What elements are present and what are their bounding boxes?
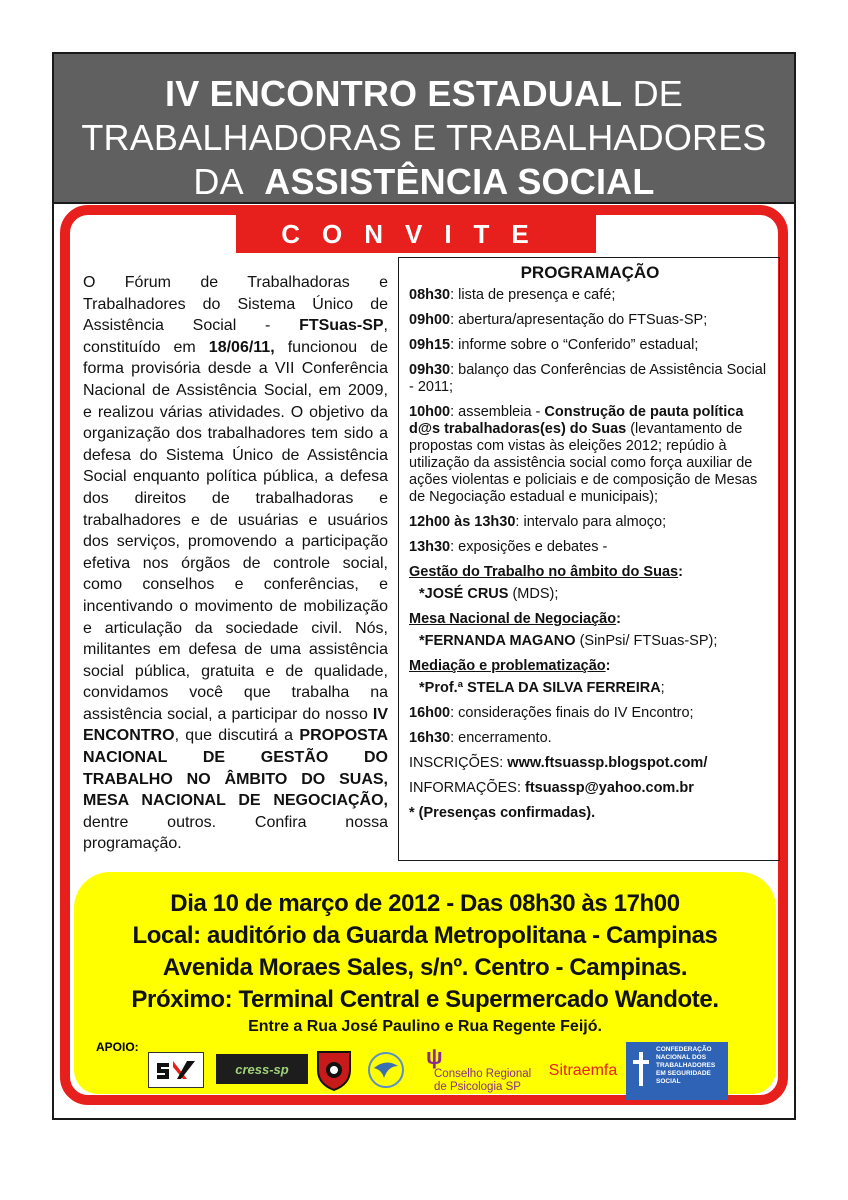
prog-item: 16h30: encerramento. xyxy=(409,730,552,746)
event-date: Dia 10 de março de 2012 - Das 08h30 às 17h00 xyxy=(170,890,680,917)
prog-item: 12h00 às 13h30: intervalo para almoço; xyxy=(409,514,667,530)
event-nearby: Próximo: Terminal Central e Supermercado Wandote. xyxy=(131,986,719,1013)
prog-item: 09h30: balanço das Conferências de Assistência Social - 2011; xyxy=(409,362,767,395)
presencas-note: * (Presenças confirmadas). xyxy=(409,805,596,821)
cress-sp-logo-icon: cress-sp xyxy=(216,1054,308,1084)
prog-speaker: *Prof.ª STELA DA SILVA FERREIRA; xyxy=(419,680,665,696)
prog-item: 16h00: considerações finais do IV Encontro; xyxy=(409,705,694,721)
informacoes-email[interactable]: ftsuassp@yahoo.com.br xyxy=(525,780,694,796)
event-address: Avenida Moraes Sales, s/nº. Centro - Campinas. xyxy=(162,954,688,981)
programacao-title: PROGRAMAÇÃO xyxy=(520,263,660,282)
prog-item: 09h15: informe sobre o “Conferido” estadual; xyxy=(409,337,699,353)
header-banner xyxy=(54,54,794,204)
prog-item: 09h00: abertura/apresentação do FTSuas-SP; xyxy=(409,312,708,328)
prog-section-title: Mediação e problematização: xyxy=(409,658,611,674)
convite-banner: CONVITE xyxy=(236,215,596,253)
prog-speaker: *FERNANDA MAGANO (SinPsi/ FTSuas-SP); xyxy=(419,633,718,649)
prog-section-title: Gestão do Trabalho no âmbito do Suas: xyxy=(409,564,683,580)
header-line-2: TRABALHADORAS E TRABALHADORES xyxy=(81,117,767,158)
event-location: Local: auditório da Guarda Metropolitana - Campinas xyxy=(132,922,718,949)
supporters-logos xyxy=(144,1042,774,1100)
inscricoes-line: INSCRIÇÕES: www.ftsuassp.blogspot.com/ xyxy=(409,755,708,771)
bird-logo-icon xyxy=(366,1048,406,1092)
intro-text: O Fórum de Trabalhadoras e Trabalhadores do Sistema Único de Assistência Social - FTSuas-SP, constituído em 18/06/11, funcionou de forma provisória desde a VII Conferência Nacional de Assistência Social, em 2009, e realizou várias atividades. O objetivo da organização dos trabalhadores tem sido a defesa do Sistema Único de Assistência Social enquanto política pública, a defesa dos direitos de trabalhadoras e trabalhadores e de usuárias e usuários dos serviços, promovendo a participação efetiva nos órgãos de controle social, como conselhos e conferências, e incentivando o movimento de mobilização e articulação da sociedade civil. Nós, militantes em defesa de uma assistência social pública, gratuita e de qualidade, convidamos você que trabalha na assistência social, a participar do nosso IV ENCONTRO, que discutirá a PROPOSTA NACIONAL DE GESTÃO DO TRABALHO NO ÂMBITO DO SUAS, MESA NACIONAL DE NEGOCIAÇÃO, dentre outros. Confira nossa programação. xyxy=(83,274,389,853)
prog-item: 08h30: lista de presença e café; xyxy=(409,287,616,303)
event-streets: Entre a Rua José Paulino e Rua Regente Feijó. xyxy=(248,1018,602,1035)
prog-item: 13h30: exposições e debates - xyxy=(409,539,608,555)
header-line-3: DA ASSISTÊNCIA SOCIAL xyxy=(193,161,655,202)
inscricoes-link[interactable]: www.ftsuassp.blogspot.com/ xyxy=(507,755,708,771)
prog-speaker: *JOSÉ CRUS (MDS); xyxy=(419,586,559,602)
programacao-box xyxy=(398,257,780,861)
confederacao-logo-icon: CONFEDERAÇÃO NACIONAL DOS TRABALHADORES EM SEGURIDADE SOCIAL xyxy=(626,1042,728,1100)
informacoes-line: INFORMAÇÕES: ftsuassp@yahoo.com.br xyxy=(409,780,694,796)
sindicato-logo-icon xyxy=(148,1052,204,1088)
header-line-1: IV ENCONTRO ESTADUAL DE xyxy=(165,73,683,114)
apoio-label: APOIO: xyxy=(96,1040,139,1054)
conselho-psicologia-logo-icon: ψ Conselho Regional de Psicologia SP xyxy=(426,1044,532,1093)
shield-logo-icon xyxy=(316,1048,352,1092)
prog-item: 10h00: assembleia - Construção de pauta política d@s trabalhadoras(es) do Suas (levantamento de propostas com vistas às eleições 2012; repúdio à utilização da assistência social como força auxiliar de ações violentas e policiais e de composição de Mesas de Negociação estadual e municipais); xyxy=(409,404,758,505)
sitraemfa-logo-icon: Sitraemfa xyxy=(548,1062,618,1079)
prog-section-title: Mesa Nacional de Negociação: xyxy=(409,611,621,627)
